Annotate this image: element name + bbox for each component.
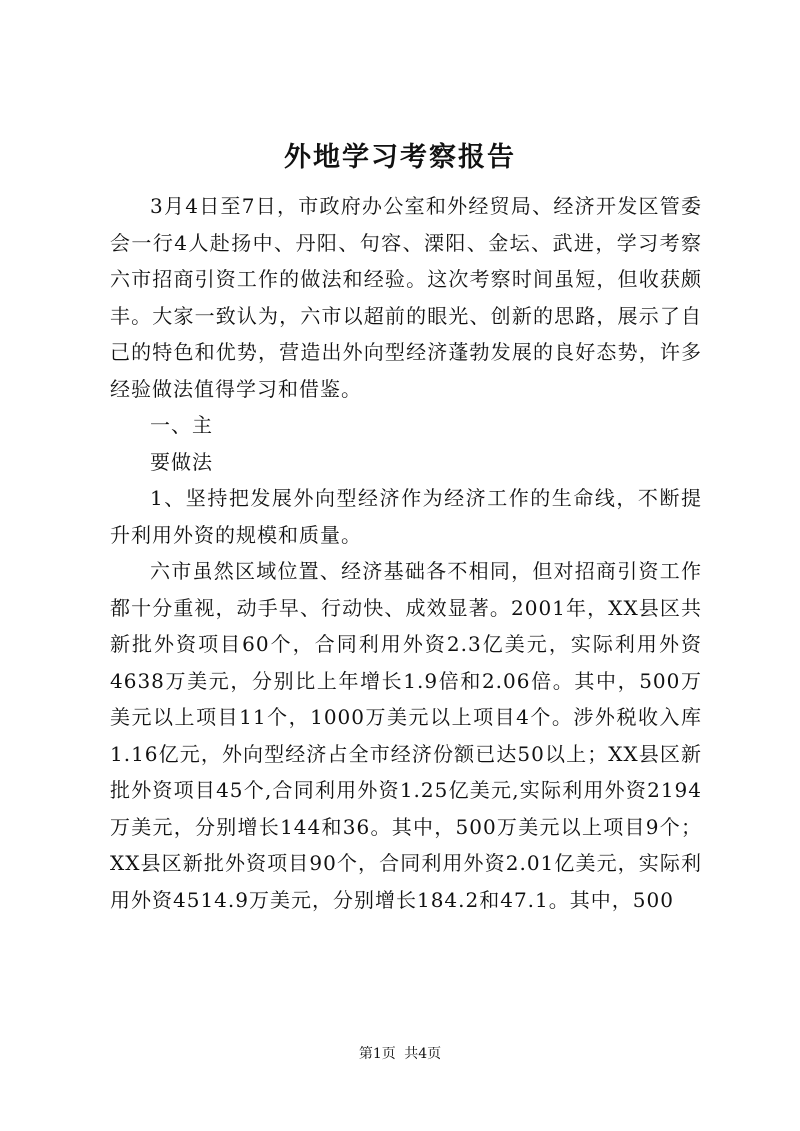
page-total: 共4页 bbox=[404, 1046, 442, 1062]
page-number: 第1页 bbox=[358, 1046, 396, 1062]
paragraph-point-1: 1、坚持把发展外向型经济作为经济工作的生命线，不断提升利用外资的规模和质量。 bbox=[110, 486, 702, 547]
paragraph-intro: 3月4日至7日，市政府办公室和外经贸局、经济开发区管委会一行4人赴扬中、丹阳、句容、溧阳、金坛、武进，学习考察六市招商引资工作的做法和经验。这次考察时间虽短，但收获颇丰。大家一致认为，六市以超前的眼光、创新的思路，展示了自己的特色和优势，营造出外向型经济蓬勃发展的良好态势，许多经验做法值得学习和借鉴。 bbox=[110, 194, 702, 401]
document-body bbox=[110, 188, 702, 918]
section-heading-part2: 要做法 bbox=[150, 449, 213, 474]
paragraph-details: 六市虽然区域位置、经济基础各不相同，但对招商引资工作都十分重视，动手早、行动快、成效显著。2001年，XX县区共新批外资项目60个，合同利用外资2.3亿美元，实际利用外资4638万美元，分别比上年增长1.9倍和2.06倍。其中，500万美元以上项目11个，1000万美元以上项目4个。涉外税收入库1.16亿元，外向型经济占全市经济份额已达50以上；XX县区新批外资项目45个,合同利用外资1.25亿美元,实际利用外资2194万美元，分别增长144和36。其中，500万美元以上项目9个；XX县区新批外资项目90个，合同利用外资2.01亿美元，实际利用外资4514.9万美元，分别增长184.2和47.1。其中，500 bbox=[110, 559, 702, 912]
page-footer bbox=[0, 1044, 800, 1064]
document-title: 外地学习考察报告 bbox=[284, 142, 516, 173]
section-heading-part1: 一、主 bbox=[150, 413, 213, 437]
